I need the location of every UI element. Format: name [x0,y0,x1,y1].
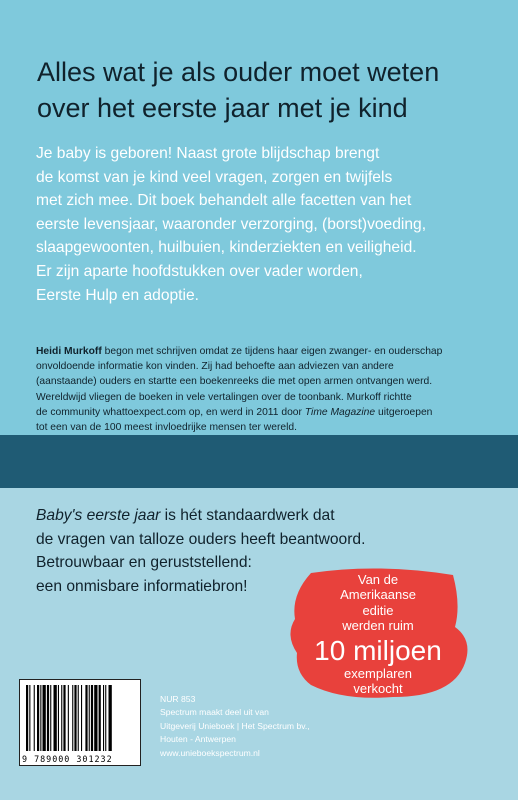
intro-paragraph [36,142,496,307]
barcode-bar [105,685,106,751]
barcode-bar [43,685,46,751]
burst-big-number: 10 miljoen [314,634,442,666]
tagline-line [36,504,506,528]
bio-line: (aanstaande) ouders en startte een boekenreeks die met open armen ontvangen werd. [36,376,433,388]
barcode-bar [91,685,93,751]
barcode-bar [50,685,51,751]
bio-line [36,344,506,359]
barcode-bar [40,685,41,751]
barcode-bar [54,685,57,751]
barcode-bars [20,680,140,765]
headline-line: over het eerste jaar met je kind [37,93,408,123]
intro-line: slaapgewoonten, huilbuien, kinderziekten en veiligheid. [36,239,417,257]
tagline-text: is hét standaardwerk dat [160,507,335,524]
barcode-bar [109,685,112,751]
burst-line: editie [362,602,394,618]
intro-line: Eerste Hulp en adoptie. [36,286,199,304]
bio-text: uitgeroepen [375,406,433,418]
magazine-name: Time Magazine [304,406,376,418]
barcode-bar [89,685,90,751]
tagline-line: een onmisbare informatiebron! [36,577,248,595]
barcode-digits: 9 789000 301232 [22,754,113,764]
burst-text [283,572,473,696]
intro-line: de komst van je kind veel vragen, zorgen en twijfels [36,168,393,186]
burst-line: exemplaren [344,665,412,681]
burst-line: Van de [357,572,399,587]
imprint-line: NUR 853 [160,694,196,704]
barcode-bar [34,685,35,751]
burst-line: Amerikaanse [340,587,416,603]
intro-line: met zich mee. Dit boek behandelt alle facetten van het [36,192,412,210]
imprint-line: Spectrum maakt deel uit van [160,707,269,718]
barcode-bar [47,685,49,751]
barcode-bar [94,685,97,751]
bio-line [36,405,506,420]
intro-line: eerste levensjaar, waaronder verzorging, (borst)voeding, [36,215,427,233]
barcode-bar [29,685,30,751]
bio-text: de community whattoexpect.com op, en werd in 2011 door [36,406,305,418]
publisher-imprint [160,693,310,760]
bio-line: onvoldoende informatie kon vinden. Zij had behoefte aan adviezen van andere [36,361,394,373]
intro-line: Er zijn aparte hoofdstukken over vader worden, [36,262,363,280]
barcode-bar [85,685,87,751]
imprint-line: Houten - Antwerpen [160,734,236,745]
burst-line: werden ruim [342,618,414,634]
headline-line: Alles wat je als ouder moet weten [37,57,440,87]
imprint-line: Uitgeverij Unieboek | Het Spectrum bv., [160,720,310,731]
burst-line: verkocht [353,681,403,697]
barcode-bar [68,685,69,751]
tagline-line: de vragen van talloze ouders heeft beantwoord. [36,530,366,548]
author-name: Heidi Murkoff [36,346,102,357]
barcode-bar [74,685,76,751]
barcode-bar [58,685,59,751]
barcode-bar [78,685,79,751]
barcode-bar [72,685,73,751]
bio-text: begon met schrijven omdat ze tijdens haar eigen zwanger- en ouderschap [101,346,443,357]
tagline-line: Betrouwbaar en geruststellend: [36,554,252,572]
imprint-line: www.unieboekspectrum.nl [160,747,260,758]
author-bio [36,344,506,435]
bio-line: Wereldwijd vliegen de boeken in vele vertalingen over de toonbank. Murkoff richtte [36,391,412,403]
bio-line: tot een van de 100 meest invloedrijke mensen ter wereld. [36,422,298,434]
barcode-bar [61,685,62,751]
barcode-bar [26,685,28,751]
intro-line: Je baby is geboren! Naast grote blijdschap brengt [36,145,380,162]
barcode [19,679,141,766]
book-title: Baby's eerste jaar [36,507,161,524]
barcode-bar [37,685,39,751]
barcode-bar [81,685,82,751]
barcode-bar [99,685,101,751]
headline [37,54,497,126]
barcode-bar [63,685,65,751]
barcode-bar [103,685,104,751]
